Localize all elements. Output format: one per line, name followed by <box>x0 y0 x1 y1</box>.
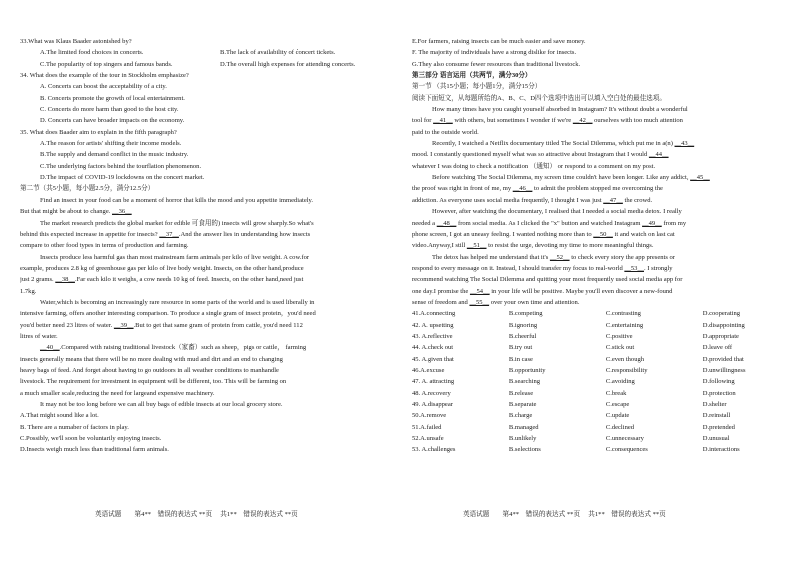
choice-row <box>412 388 772 399</box>
blank-46: __46__ <box>512 185 533 193</box>
choice-d: D.shelter <box>702 401 727 408</box>
passage-text: .But to get that same gram of protein from cattle, you'd need 112 <box>133 321 303 329</box>
choice-a: 52.A.unsafe <box>412 435 444 443</box>
choice-d: D.interactions <box>702 446 740 454</box>
passage-text: .And the answer lies in understanding how insects <box>178 230 311 238</box>
option-g: G.They also consume fewer resources than traditional livestock. <box>412 60 581 68</box>
passage-p2-line2 <box>20 229 380 240</box>
page-footer-left: 英语试题 第4** 错误的表达式 **页 共1** 错误的表达式 **页 <box>95 511 298 518</box>
option-b: B. There are a numaber of factors in play. <box>20 423 129 431</box>
passage-p4-line1: Water,which is becoming an increasingly rare resource in some parts of the world and is used liberally in <box>40 298 315 306</box>
passage-text: from social media. As I clicked the "x" button and watched Instagram <box>458 219 641 227</box>
cloze-instructions: 阅读下面短文，从每题所给的A、B、C、D四个选项中选出可以填入空白处的最佳选项。 <box>412 94 666 102</box>
choice-a: 42. A. upsetting <box>412 321 454 329</box>
passage-p1-line1: Find an insect in your food can be a moment of horror that kills the mood and you appetite immediately. <box>40 196 314 204</box>
passage-text: the proof was right in front of me, my <box>412 185 512 193</box>
passage-p4-line3 <box>20 320 380 331</box>
passage-p5-line1 <box>20 342 380 353</box>
cloze-p1-line1: How many times have you caught yourself absorbed in Instagram? It's without doubt a wonderful <box>432 106 688 114</box>
passage-p5-line3: heavy bags of feed. And forget about having to go outdoors in all weather conditions to manhandle <box>20 366 279 374</box>
choice-row <box>412 399 772 410</box>
choice-c: C.escape <box>605 401 630 408</box>
q34-option-c: C. Concerts do more harm than good to the host city. <box>40 106 179 114</box>
blank-43: __43__ <box>674 140 695 148</box>
q35-stem: 35. What does Baader aim to explain in the fifth paragraph? <box>20 128 177 136</box>
q34-option-a: A. Concerts can boost the acceptability of a city. <box>40 83 167 91</box>
passage-text: with others, but sometimes I wonder if we're <box>454 117 572 125</box>
choice-b: B.ignoring <box>508 321 538 329</box>
passage-text: in your life will be positive. Maybe you'll even discover a new-found <box>491 287 673 295</box>
choice-b: B.searching <box>508 378 541 386</box>
option-d: D.Insects weigh much less than traditional farm animals. <box>20 446 169 454</box>
choice-d: D.following <box>702 378 735 386</box>
passage-p3-line1: Insects produce less harmful gas than most mainstream farm animals per kilo of live weight. A cow.for <box>40 253 310 261</box>
passage-text: to check every story the app presents or <box>571 253 675 261</box>
passage-text: Before watching The Social Dilemma, my screen time couldn't have been longer. Like any addict, <box>432 174 689 182</box>
choice-a: 43. A.reflective <box>412 332 453 340</box>
choice-d: D.provided that <box>702 355 744 363</box>
q33-option-c: C.The popularity of top singers and famous bands. <box>40 60 173 68</box>
cloze-p5-line2 <box>412 263 772 274</box>
passage-p2-line3: compare to other food types in terms of production and farming. <box>20 242 189 250</box>
blank-47: __47__ <box>603 196 623 204</box>
choice-d: D.cooperating <box>702 310 741 318</box>
choice-b: B.release <box>508 389 534 397</box>
cloze-p5-line4 <box>412 286 772 297</box>
blank-42: __42__ <box>572 117 593 125</box>
choice-b: B.separate <box>508 401 537 408</box>
passage-text: .Far each kilo it weighs, a cow needs 10 kg of feed. Insects, on the other hand,need just <box>74 276 304 284</box>
choice-b: B.competing <box>508 310 543 318</box>
choice-c: C.positive <box>605 332 633 340</box>
passage-text: behind this expected increase in appetite for insects? <box>20 230 158 238</box>
blank-48: __48__ <box>436 219 457 227</box>
choice-d: D.leave off <box>702 344 733 352</box>
choice-table <box>412 308 772 455</box>
choice-b: B.in case <box>508 355 533 363</box>
choice-row <box>412 320 772 331</box>
blank-55: __55__ <box>469 298 490 306</box>
passage-text: video.Anyway,I still <box>412 242 466 250</box>
choice-row <box>412 433 772 444</box>
passage-text: The detox has helped me understand that it's <box>432 253 549 261</box>
blank-52: __52__ <box>549 253 570 261</box>
choice-d: D.appropriate <box>702 332 739 340</box>
choice-d: D.protection <box>702 389 736 397</box>
passage-text: needed a <box>412 219 436 227</box>
passage-p2-line1: The market research predicts the global market for edible 可食用的) insects will grow sharply.So what's <box>40 219 314 227</box>
choice-a: 50.A.remove <box>412 412 447 420</box>
choice-d: D.unwillingness <box>702 366 746 374</box>
choice-c: C.break <box>605 389 627 397</box>
blank-37: __37__ <box>159 230 179 238</box>
passage-text: .Compared with raising traditional livestock（家畜）such as sheep，pigs or cattle， farming <box>59 344 307 352</box>
choice-c: C.declined <box>605 423 635 431</box>
cloze-p3-line1 <box>412 172 772 183</box>
cloze-p4-line1: However, after watching the documentary, I realised that I needed a social media detox. I really <box>432 208 682 216</box>
passage-text: sense of freedom and <box>412 298 468 306</box>
choice-a: 46.A.excuse <box>412 366 445 374</box>
passage-p5-line2: insects generally means that there will be no more dealing with mud and dirt and an end to changing <box>20 355 283 363</box>
passage-text: one day.I promise the <box>412 287 469 295</box>
choice-row <box>412 444 772 455</box>
choice-b: B.try out <box>508 344 533 352</box>
passage-text: it and watch on last cat <box>614 230 675 238</box>
blank-40: __40__ <box>40 344 60 352</box>
passage-text: But that might be about to change. <box>20 208 111 216</box>
choice-d: D.reinstall <box>702 412 731 420</box>
cloze-p2-line3: whatever I was doing to check a notification （通知） or respond to a comment on my post. <box>412 162 656 170</box>
choice-row <box>412 331 772 342</box>
choice-c: C.responsibility <box>605 366 648 374</box>
passage-text: . I strongly <box>644 264 673 272</box>
right-column <box>412 36 772 456</box>
option-c: C.Possibly, we'll soon be voluntarily enjoying insects. <box>20 435 162 443</box>
q35-option-b: B.The supply and demand conflict in the music industry. <box>40 151 189 159</box>
choice-d: D.disappointing <box>702 321 745 329</box>
cloze-p3-line3 <box>412 195 772 206</box>
q33-option-b: B.The lack of availability of concert tickets. <box>220 49 336 57</box>
cloze-p4-line2 <box>412 218 772 229</box>
left-column <box>20 36 380 456</box>
passage-text: the crowd. <box>624 196 653 204</box>
passage-text: just 2 grams. <box>20 276 54 284</box>
choice-a: 51.A.failed <box>412 423 442 431</box>
choice-row <box>412 422 772 433</box>
q33-option-a: A.The limited food choices in concerts. <box>40 49 144 57</box>
passage-text: over your own time and attention. <box>490 298 580 306</box>
cloze-p2-line2 <box>412 149 772 160</box>
passage-text: you'd better need 23 litres of water. <box>20 321 113 329</box>
choice-row <box>412 365 772 376</box>
q34-stem: 34. What does the example of the tour in Stockholm emphasize? <box>20 72 189 80</box>
choice-a: 48. A.recovery <box>412 389 451 397</box>
cloze-p4-line4 <box>412 240 772 251</box>
passage-text: tool for <box>412 117 432 125</box>
passage-text: from my <box>663 219 687 227</box>
choice-c: C.even though <box>605 355 645 363</box>
q33-options-cd <box>20 59 380 70</box>
choice-b: B.managed <box>508 423 539 431</box>
choice-a: 49. A.disappear <box>412 401 453 408</box>
choice-row <box>412 308 772 319</box>
passage-p5-line4: livestock. The requirement for investment in equipment will be different, too. This will be farming on <box>20 378 287 386</box>
q33-options-ab <box>20 47 380 58</box>
choice-d: D.pretended <box>702 423 735 431</box>
cloze-p1-line3: paid to the outside world. <box>412 128 479 136</box>
blank-39: __39__ <box>113 321 134 329</box>
q33-stem: 33.What was Klaus Baader astonished by? <box>20 38 132 45</box>
choice-row <box>412 354 772 365</box>
choice-c: C.stick out <box>605 344 635 352</box>
q35-option-a: A.The reason for artists' shifting their income models. <box>40 140 182 148</box>
choice-b: B.unlikely <box>508 435 537 443</box>
passage-p1-line2 <box>20 206 380 217</box>
choice-d: D.unusual <box>702 435 730 443</box>
blank-54: __54__ <box>469 287 490 295</box>
cloze-p5-line3: recommend watching The Social Dilemma and quitting your most frequently used social media app for <box>412 276 683 284</box>
blank-38: __38__ <box>55 276 75 284</box>
passage-p6: It may not be too long before we can all buy bags of edible insects at our local grocery store. <box>40 401 283 408</box>
choice-b: B.charge <box>508 412 533 420</box>
choice-a: 41.A.connecting <box>412 310 456 318</box>
page-footer-right: 英语试题 第4** 错误的表达式 **页 共1** 错误的表达式 **页 <box>463 511 666 518</box>
choice-c: C.update <box>605 412 630 420</box>
section-2-heading: 第二节（共5小题，每小题2.5分，满分12.5分） <box>20 185 155 193</box>
choice-row <box>412 376 772 387</box>
passage-text: Recently, I watched a Netflix documentary titled The Social Dilemma, which put me in a(n) <box>432 140 673 148</box>
option-f: F. The majority of individuals have a strong dislike for insects. <box>412 49 577 57</box>
cloze-p2-line1 <box>412 138 772 149</box>
choice-c: C.consequences <box>605 446 648 454</box>
blank-36: __36__ <box>112 208 132 216</box>
passage-text: to admit the problem stopped me overcoming the <box>534 185 663 193</box>
passage-text: ourselves with too much attention <box>594 117 683 125</box>
choice-b: B.opportunity <box>508 366 546 374</box>
passage-text: respond to every message on it. Instead, I should transfer my focus to real-world <box>412 264 623 272</box>
passage-text: phone screen, I got an uneasy feeling. I wanted nothing more than to <box>412 230 592 238</box>
choice-c: C.contrasting <box>605 310 641 318</box>
choice-a: 45. A.given that <box>412 355 454 363</box>
cloze-p3-line2 <box>412 183 772 194</box>
choice-b: B.cheerful <box>508 332 537 340</box>
q34-option-d: D. Concerts can have broader impacts on the economy. <box>40 117 185 125</box>
passage-p3-line2: example, produces 2.8 kg of greenhouse gas per kilo of live body weight. Insects, on the other hand,produce <box>20 264 304 272</box>
blank-50: __50__ <box>593 230 613 238</box>
blank-53: __53__ <box>624 264 644 272</box>
passage-text: addiction. As everyone uses social media frequently, I thought I was just <box>412 196 602 204</box>
blank-44: __44__ <box>648 151 669 159</box>
choice-c: C.unnecessary <box>605 435 644 443</box>
part-3-heading: 第三部分 语言运用（共两节，满分30分） <box>412 72 532 80</box>
choice-b: B.selections <box>508 446 541 454</box>
choice-row <box>412 342 772 353</box>
blank-51: __51__ <box>466 242 487 250</box>
q33-option-d: D.The overall high expenses for attending concerts. <box>220 60 356 68</box>
passage-p5-line5: a much smaller scale,reducing the need for largeand expensive machinery. <box>20 389 215 397</box>
choice-row <box>412 410 772 421</box>
q35-option-d: D.The impact of COVID-19 lockdowns on the concert market. <box>40 174 205 182</box>
q35-option-c: C.The underlying factors behind the tourflation phenomenon. <box>40 162 202 170</box>
option-a: A.That might sound like a lot. <box>20 412 99 420</box>
choice-a: 44. A.check out <box>412 344 454 352</box>
blank-41: __41__ <box>433 117 453 125</box>
passage-p3-line4: 1.7kg. <box>20 287 37 295</box>
section-1-heading: 第一节 （共15小题；每小题1分，满分15分） <box>412 83 542 91</box>
cloze-p1-line2 <box>412 115 772 126</box>
q34-option-b: B. Concerts promote the growth of local entertainment. <box>40 94 185 102</box>
cloze-p5-line1 <box>412 252 772 263</box>
choice-c: C.entertaining <box>605 321 644 329</box>
blank-49: __49__ <box>642 219 662 227</box>
passage-p4-line2: intensive farming, offers another interesting comparison. To produce a single gram of insect protein，you'd need <box>20 310 316 318</box>
cloze-p5-line5 <box>412 297 772 308</box>
passage-text: to resist the urge, devoting my time to more meaningful things. <box>488 242 654 250</box>
option-e: E.For farmers, raising insects can be much easier and save money. <box>412 38 586 45</box>
cloze-p4-line3 <box>412 229 772 240</box>
passage-text: mood. I constantly questioned myself what was so attractive about Instagram that I would <box>412 151 648 159</box>
choice-a: 53. A.challenges <box>412 446 456 454</box>
choice-c: C.avoiding <box>605 378 635 386</box>
blank-45: __45__ <box>690 174 710 182</box>
passage-p3-line3 <box>20 274 380 285</box>
passage-p4-line4: litres of water. <box>20 332 58 340</box>
choice-a: 47. A. attracting <box>412 378 455 386</box>
